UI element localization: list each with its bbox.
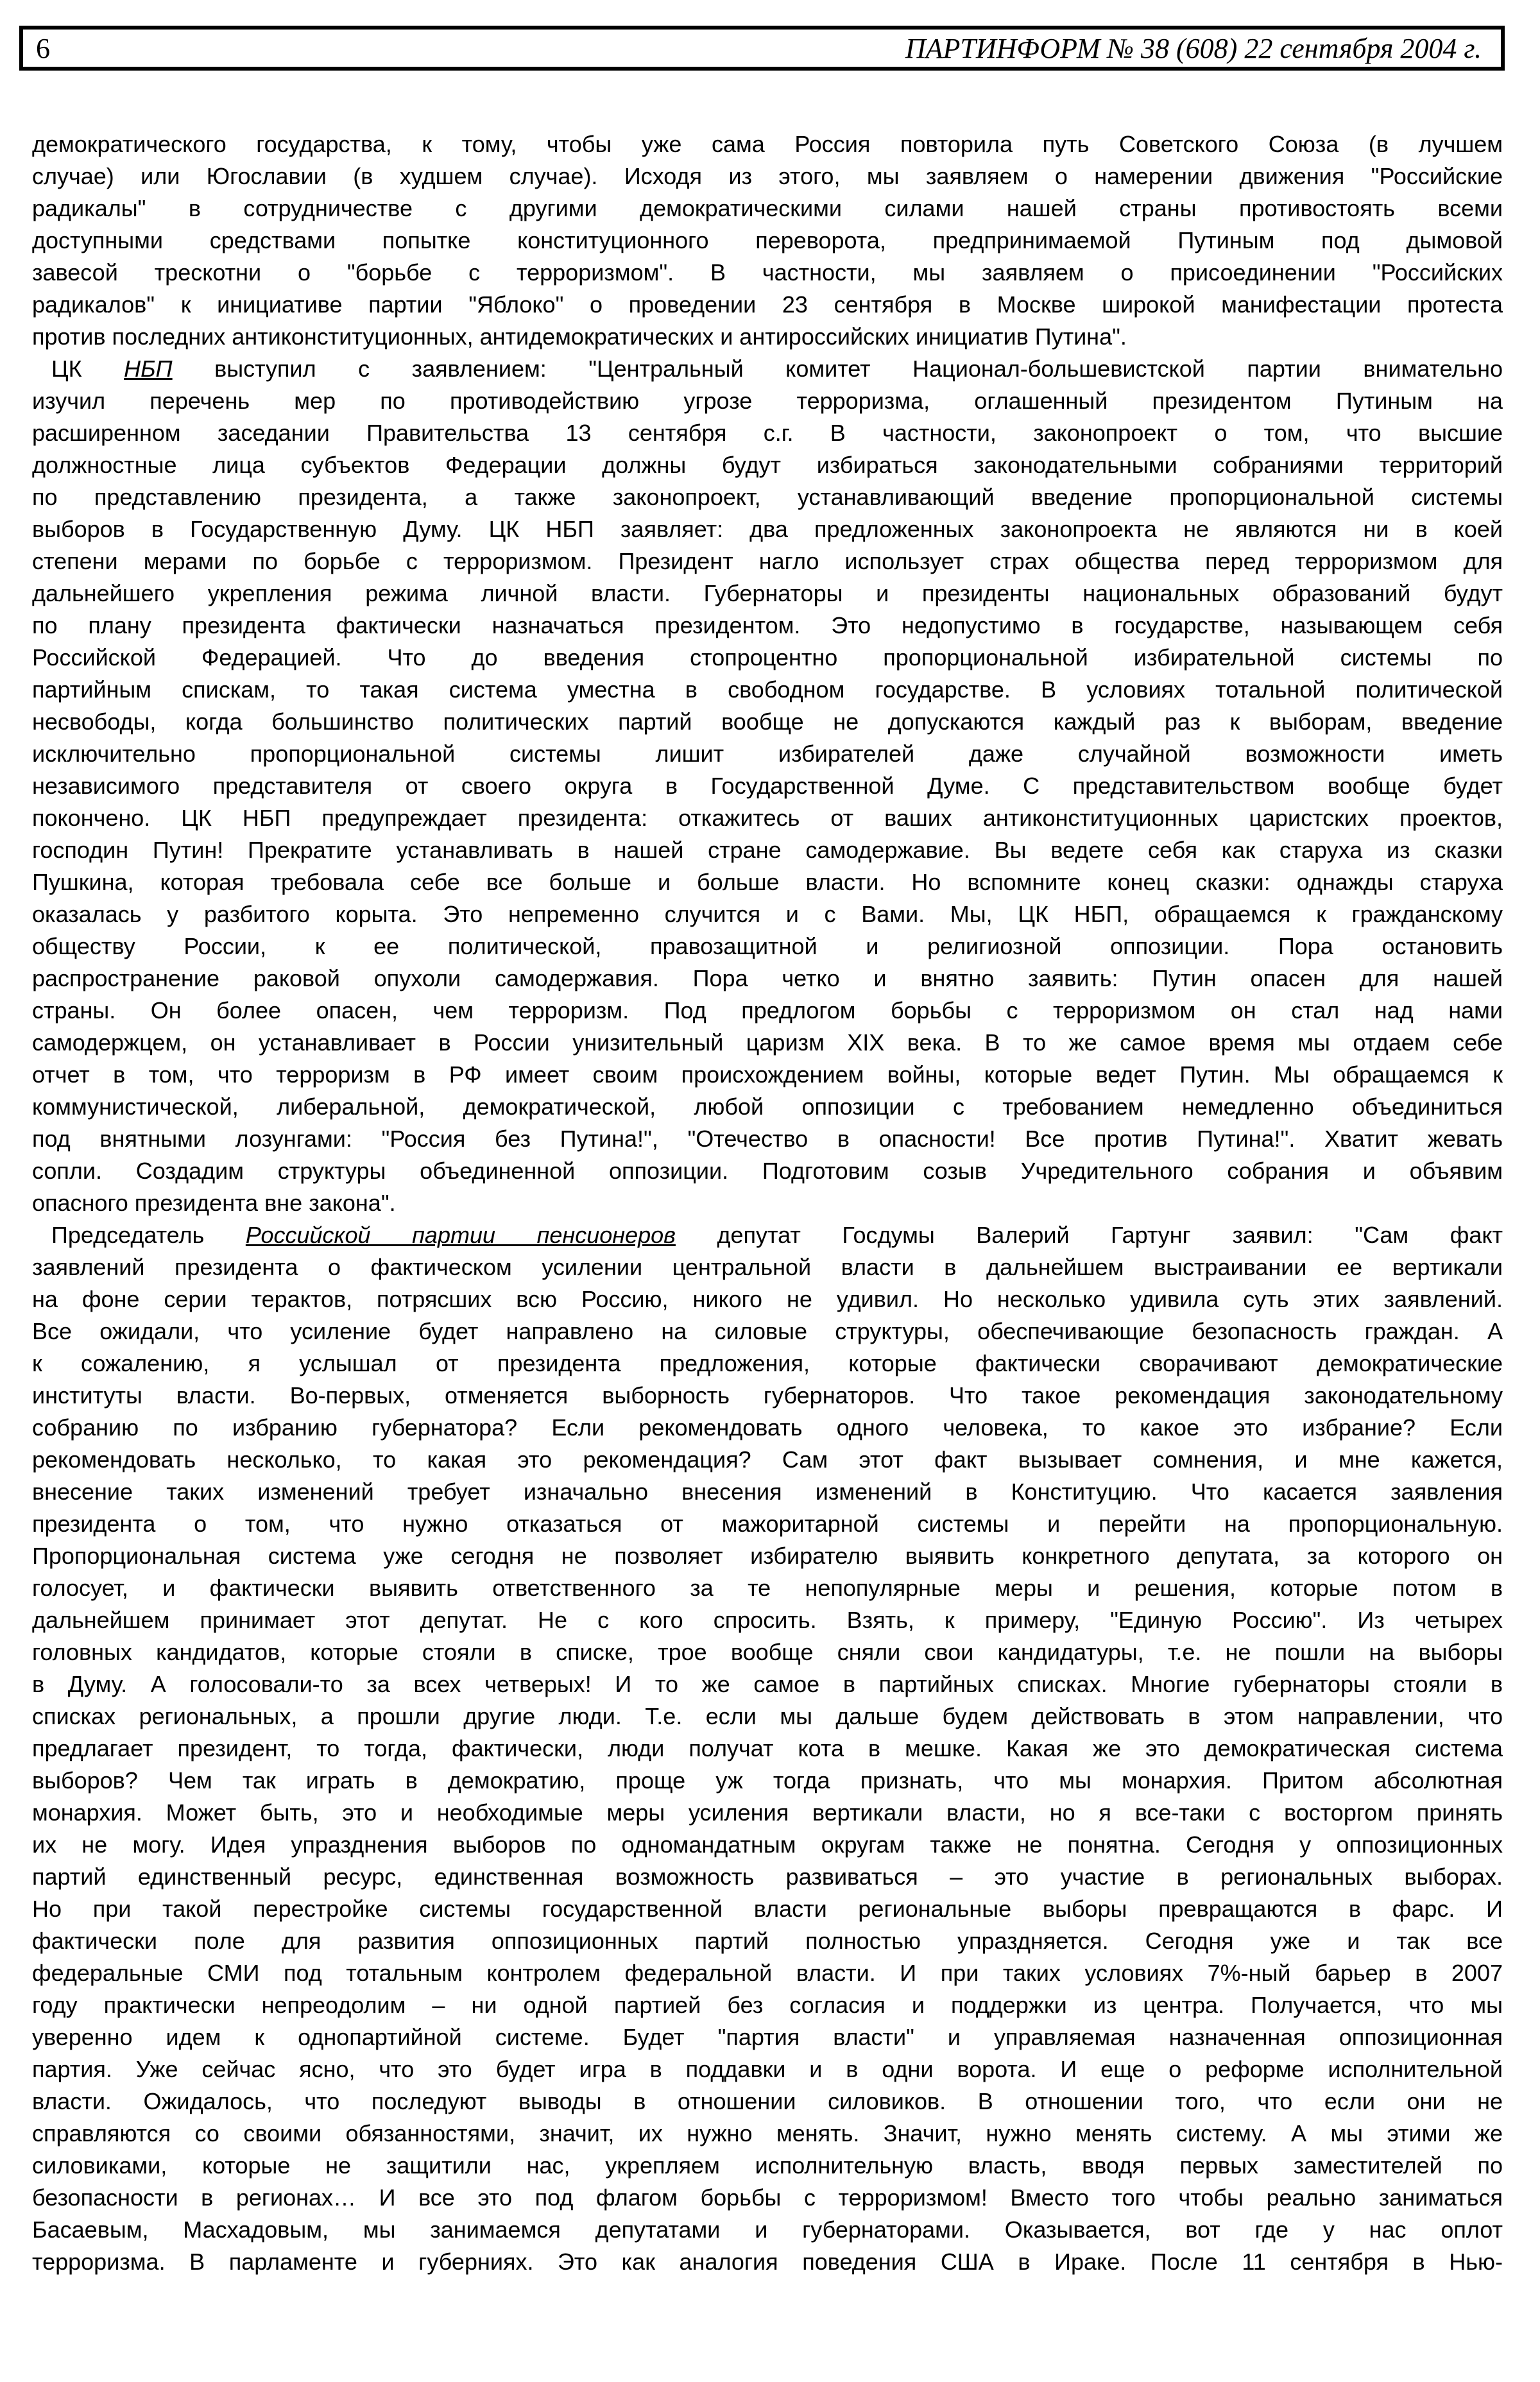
text-line: институты власти. Во-первых, отменяется выборность губернаторов. Что такое рекомендация законодательному bbox=[32, 1382, 1503, 1409]
lead-text: выступил с заявлением: "Центральный комитет Национал-большевистской партии внимательно bbox=[172, 356, 1503, 382]
text-line: Все ожидали, что усиление будет направлено на силовые структуры, обеспечивающие безопасность граждан. А bbox=[32, 1318, 1503, 1344]
text-line: завесой трескотни о "борьбе с терроризмом". В частности, мы заявляем о присоединении "Российских bbox=[32, 259, 1503, 286]
text-line: уверенно идем к однопартийной системе. Будет "партия власти" и управляемая назначенная оппозиционная bbox=[32, 2024, 1503, 2050]
text-line: партийным спискам, то такая система уместна в свободном государстве. В условиях тотальной политической bbox=[32, 676, 1503, 703]
text-line: самодержцем, он устанавливает в России унизительный царизм XIX века. В то же самое время мы отдаем себе bbox=[32, 1029, 1503, 1056]
text-line: заявлений президента о фактическом усилении центральной власти в дальнейшем выстраивании ее вертикали bbox=[32, 1254, 1503, 1280]
text-line: предлагает президент, то тогда, фактически, люди получат кота в мешке. Какая же это демократическая система bbox=[32, 1735, 1503, 1761]
text-line: по плану президента фактически назначаться президентом. Это недопустимо в государстве, называющем себя bbox=[32, 612, 1503, 638]
lead-text: депутат Госдумы Валерий Гартунг заявил: "Сам факт bbox=[675, 1222, 1503, 1248]
lead-text: Председатель bbox=[51, 1222, 246, 1248]
text-line: опасного президента вне закона". bbox=[32, 1190, 396, 1216]
text-line: рекомендовать несколько, то какая это рекомендация? Сам этот факт вызывает сомнения, и мне кажется, bbox=[32, 1446, 1503, 1473]
text-line: отчет в том, что терроризм в РФ имеет своим происхождением войны, которые ведет Путин. Мы обращаемся к bbox=[32, 1061, 1503, 1088]
text-line: случае) или Югославии (в худшем случае). Исходя из этого, мы заявляем о намерении движения "Российские bbox=[32, 163, 1503, 189]
text-line: против последних антиконституционных, антидемократических и антироссийских инициатив Путина". bbox=[32, 323, 1127, 350]
text-line: под внятными лозунгами: "Россия без Путина!", "Отечество в опасности! Все против Путина!". Хватит жевать bbox=[32, 1126, 1503, 1152]
text-line: выборов в Государственную Думу. ЦК НБП заявляет: два предложенных законопроекта не являются ни в коей bbox=[32, 516, 1503, 542]
text-line: федеральные СМИ под тотальным контролем федеральной власти. И при таких условиях 7%-ный барьер в 2007 bbox=[32, 1960, 1503, 1986]
text-line: демократического государства, к тому, чтобы уже сама Россия повторила путь Советского Союза (в лучшем bbox=[32, 131, 1503, 157]
text-line: господин Путин! Прекратите устанавливать в нашей стране самодержавие. Вы ведете себя как старуха из сказки bbox=[32, 837, 1503, 863]
paragraph-lead-line bbox=[32, 1219, 1503, 1251]
text-line: их не могу. Идея упразднения выборов по одномандатным округам также не понятна. Сегодня у оппозиционных bbox=[32, 1831, 1503, 1858]
text-line: силовиками, которые не защитили нас, укрепляем исполнительную власть, вводя первых заместителей по bbox=[32, 2152, 1503, 2179]
text-line: власти. Ожидалось, что последуют выводы в отношении силовиков. В отношении того, что если они не bbox=[32, 2088, 1503, 2114]
text-line: партия. Уже сейчас ясно, что это будет игра в поддавки и в одни ворота. И еще о реформе исполнительной bbox=[32, 2056, 1503, 2082]
text-line: несвободы, когда большинство политических партий вообще не допускаются каждый раз к выборам, введение bbox=[32, 708, 1503, 735]
text-line: Пушкина, которая требовала себе все больше и больше власти. Но вспомните конец сказки: однажды старуха bbox=[32, 869, 1503, 895]
text-line: должностные лица субъектов Федерации должны будут избираться законодательными собраниями территорий bbox=[32, 452, 1503, 478]
publication-title: ПАРТИНФОРМ № 38 (608) 22 сентября 2004 г. bbox=[905, 32, 1482, 64]
text-line: году практически непреодолим – ни одной партией без согласия и поддержки из центра. Получается, что мы bbox=[32, 1992, 1503, 2018]
lead-text: ЦК bbox=[51, 356, 124, 382]
text-line: радикалы" в сотрудничестве с другими демократическими силами нашей страны противостоять всеми bbox=[32, 195, 1503, 221]
text-line: степени мерами по борьбе с терроризмом. Президент нагло использует страх общества перед терроризмом для bbox=[32, 548, 1503, 574]
text-line: Басаевым, Масхадовым, мы занимаемся депутатами и губернаторами. Оказывается, вот где у нас оплот bbox=[32, 2216, 1503, 2243]
text-line: исключительно пропорциональной системы лишит избирателей даже случайной возможности иметь bbox=[32, 741, 1503, 767]
text-line: выборов? Чем так играть в демократию, проще уж тогда признать, что мы монархия. Притом абсолютная bbox=[32, 1767, 1503, 1794]
text-line: оказалась у разбитого корыта. Это непременно случится и с Вами. Мы, ЦК НБП, обращаемся к гражданскому bbox=[32, 901, 1503, 927]
text-line: по представлению президента, а также законопроект, устанавливающий введение пропорциональной системы bbox=[32, 484, 1503, 510]
text-line: голосует, и фактически выявить ответственного за те непопулярные меры и решения, которые потом в bbox=[32, 1575, 1503, 1601]
text-line: партий единственный ресурс, единственная возможность развиваться – это участие в региональных выборах. bbox=[32, 1864, 1503, 1890]
text-line: дальнейшего укрепления режима личной власти. Губернаторы и президенты национальных образований будут bbox=[32, 580, 1503, 606]
text-line: собранию по избранию губернатора? Если рекомендовать одного человека, то какое это избрание? Если bbox=[32, 1414, 1503, 1441]
text-line: к сожалению, я услышал от президента предложения, которые фактически сворачивают демократические bbox=[32, 1350, 1503, 1376]
text-line: на фоне серии терактов, потрясших всю Россию, никого не удивил. Но несколько удивила суть этих заявлений. bbox=[32, 1286, 1503, 1312]
text-line: головных кандидатов, которые стояли в списке, трое вообще сняли свои кандидатуры, т.е. не пошли на выборы bbox=[32, 1639, 1503, 1665]
text-line: сопли. Создадим структуры объединенной оппозиции. Подготовим созыв Учредительного собрания и объявим bbox=[32, 1158, 1503, 1184]
text-line: покончено. ЦК НБП предупреждает президента: откажитесь от ваших антиконституционных царистских проектов, bbox=[32, 805, 1503, 831]
text-line: президента о том, что нужно отказаться от мажоритарной системы и перейти на пропорциональную. bbox=[32, 1511, 1503, 1537]
text-line: радикалов" к инициативе партии "Яблоко" о проведении 23 сентября в Москве широкой манифестации протеста bbox=[32, 291, 1503, 318]
party-link-pensioners[interactable]: Российской партии пенсионеров bbox=[245, 1222, 676, 1248]
text-line: списках региональных, а прошли другие люди. Т.е. если мы дальше будем действовать в этом направлении, что bbox=[32, 1703, 1503, 1729]
text-line: коммунистической, либеральной, демократической, любой оппозиции с требованием немедленно объединиться bbox=[32, 1093, 1503, 1120]
text-line: Но при такой перестройке системы государственной власти региональные выборы превращаются в фарс. И bbox=[32, 1896, 1503, 1922]
text-line: в Думу. А голосовали-то за всех четверых! И то же самое в партийных списках. Многие губернаторы стояли в bbox=[32, 1671, 1503, 1697]
party-link-nbp[interactable]: НБП bbox=[124, 356, 173, 382]
text-line: расширенном заседании Правительства 13 сентября с.г. В частности, законопроект о том, что высшие bbox=[32, 420, 1503, 446]
text-line: обществу России, к ее политической, правозащитной и религиозной оппозиции. Пора остановить bbox=[32, 933, 1503, 959]
text-line: справляются со своими обязанностями, значит, их нужно менять. Значит, нужно менять систему. А мы этими же bbox=[32, 2120, 1503, 2146]
paragraph-lead-line bbox=[32, 353, 1503, 385]
text-line: Пропорциональная система уже сегодня не позволяет избирателю выявить конкретного депутата, за которого он bbox=[32, 1543, 1503, 1569]
text-line: страны. Он более опасен, чем терроризм. Под предлогом борьбы с терроризмом он стал над нами bbox=[32, 997, 1503, 1024]
text-line: независимого представителя от своего округа в Государственной Думе. С представительством вообще будет bbox=[32, 773, 1503, 799]
text-line: терроризма. В парламенте и губерниях. Это как аналогия поведения США в Ираке. После 11 сентября в Нью- bbox=[32, 2249, 1503, 2275]
page-number: 6 bbox=[36, 32, 50, 64]
text-line: распространение раковой опухоли самодержавия. Пора четко и внятно заявить: Путин опасен для нашей bbox=[32, 965, 1503, 991]
text-line: внесение таких изменений требует изначально внесения изменений в Конституцию. Что касается заявления bbox=[32, 1478, 1503, 1505]
article-body bbox=[32, 128, 1503, 2278]
text-line: доступными средствами попытке конституционного переворота, предпринимаемой Путиным под дымовой bbox=[32, 227, 1503, 253]
text-line: фактически поле для развития оппозиционных партий полностью упраздняется. Сегодня уже и так все bbox=[32, 1928, 1503, 1954]
text-line: дальнейшем принимает этот депутат. Не с кого спросить. Взять, к примеру, "Единую Россию". Из четырех bbox=[32, 1607, 1503, 1633]
text-line: безопасности в регионах… И все это под флагом борьбы с терроризмом! Вместо того чтобы реально заниматься bbox=[32, 2184, 1503, 2211]
text-line: монархия. Может быть, это и необходимые меры усиления вертикали власти, но я все-таки с восторгом принять bbox=[32, 1799, 1503, 1826]
text-line: изучил перечень мер по противодействию угрозе терроризма, оглашенный президентом Путиным на bbox=[32, 388, 1503, 414]
page-header bbox=[19, 26, 1505, 71]
text-line: Российской Федерацией. Что до введения стопроцентно пропорциональной избирательной системы по bbox=[32, 644, 1503, 671]
